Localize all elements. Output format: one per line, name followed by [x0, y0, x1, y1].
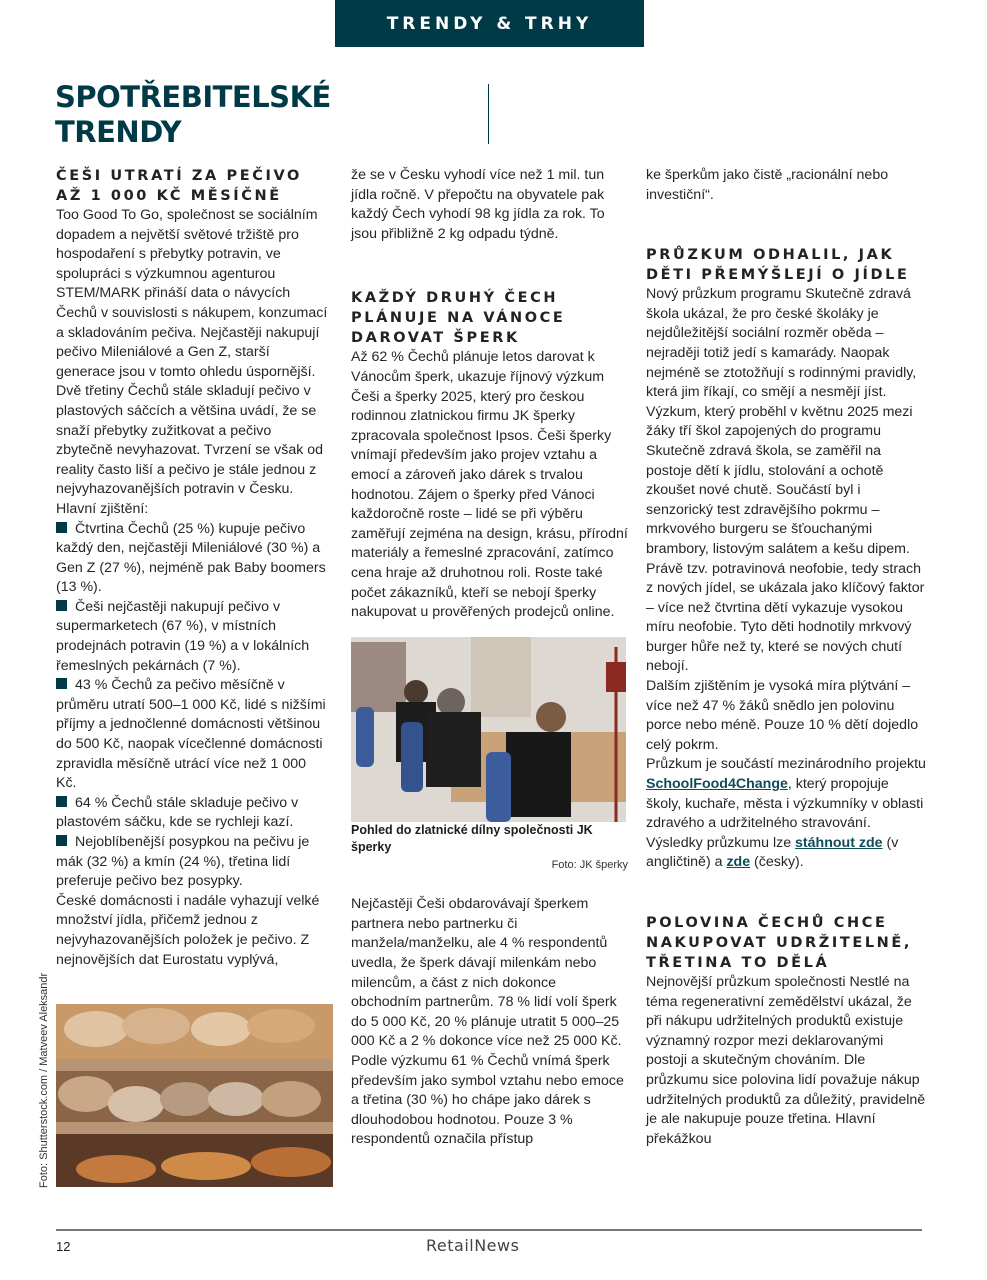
article-1-bullet: 64 % Čechů stále skladuje pečivo v plastovém sáčku, kde se rychleji kazí. — [56, 794, 299, 831]
article-1-continued: že se v Česku vyhodí více než 1 mil. tun jídla ročně. V přepočtu na obyvatele pak každý Čech vyhodí 98 kg jídla za rok. To jsou přibližně 2 kg odpadu týdně. — [351, 167, 605, 242]
download-czech-link[interactable]: zde — [726, 854, 751, 871]
article-1-heading: ČEŠI UTRATÍ ZA PEČIVO AŽ 1 000 KČ MĚSÍČNĚ — [56, 168, 302, 204]
square-bullet-icon — [56, 678, 67, 689]
square-bullet-icon — [56, 796, 67, 807]
download-english-link[interactable]: stáhnout zde — [795, 834, 883, 851]
square-bullet-icon — [56, 522, 67, 533]
article-2-paragraph-1: Až 62 % Čechů plánuje letos darovat k Vánocům šperk, ukazuje říjnový výzkum Češi a šperky 2025, který pro českou rodinnou zlatnickou firmu JK šperky zpracovala společnost Ipsos. Češi šperky vnímají především jako projev vztahu a emocí a zároveň jako dárek s trvalou hodnotou. Zájem o šperky před Vánoci každoročně roste – lidé se při výběru zaměřují zejména na design, krásu, přírodní materiály a řemeslné zpracování, zatímco cena hraje až druhotnou roli. Roste také počet zákazníků, kteří se nebojí šperky nakupovat u prověřených prodejců online. — [351, 349, 628, 621]
article-2-paragraph-3: Podle výzkumu 61 % Čechů vnímá šperk především jako symbol vztahu nebo emoce a třetina (30 %) ho chápe jako dárek s dlouhodobou hodnotou. Pouze 3 % respondentů označila přístup — [351, 1053, 624, 1148]
article-3-paragraph-2: Výzkum, který proběhl v květnu 2025 mezi žáky tří škol zapojených do programu Skutečně zdravá škola, se zaměřil na postoje dětí k jídlu, stolování a ochotě zkoušet nové chutě. Součástí byl i senzorický test zdravějšího pokrmu – mrkvového burgeru se šťouchanými brambory, listovým salátem a kešu dipem. Právě tzv. potravinová neofobie, tedy strach z nových jídel, se ukázala jako klíčový faktor – více než čtvrtina dětí vykazuje vysokou míru neofobie. Tyto děti hodnotily mrkvový burger hůře než ty, které se nových chutí nebojí. — [646, 403, 925, 675]
article-2-continued: ke šperkům jako čistě „racionální nebo investiční“. — [646, 167, 889, 203]
page-title-line-2: TRENDY — [55, 115, 182, 149]
square-bullet-icon — [56, 600, 67, 611]
square-bullet-icon — [56, 835, 67, 846]
article-4-heading: POLOVINA ČECHŮ CHCE NAKUPOVAT UDRŽITELNĚ, TŘETINA TO DĚLÁ — [646, 915, 913, 971]
article-1-bullet: Čtvrtina Čechů (25 %) kupuje pečivo každý den, nejčastěji Mileniálové (30 %) a Gen Z (27 %), nejméně pak Baby boomers (13 %). — [56, 520, 326, 596]
bakery-photo — [56, 1004, 333, 1187]
article-3-paragraph-4: Průzkum je součástí mezinárodního projektu SchoolFood4Change, který propojuje školy, kuchaře, města i výzkumníky v oblasti zdravého a udržitelného stravování. — [646, 756, 926, 832]
section-label: TRENDY & TRHY — [335, 0, 644, 47]
article-1-intro: Too Good To Go, společnost se sociálním dopadem a největší světové tržiště pro hospodaření s přebytky potravin, ve spolupráci s výzkumnou agenturou STEM/MARK přináší data o návycích Čechů v souvislosti s nákupem, konzumací a skladováním pečiva. Nejčastěji nakupují pečivo Mileniálové a Gen Z, starší generace jsou v tomto ohledu úspornější. Dvě třetiny Čechů stále skladují pečivo v plastových sáčcích a většina uvádí, že se snaží přebytky zužitkovat a pečivo zbytečně nevyhazovat. Tvrzení se však od reality často liší a pečivo je stále jednou z nejvyhazovanějších potravin v Česku. — [56, 207, 328, 498]
article-3-paragraph-1: Nový průzkum programu Skutečně zdravá škola ukázal, že pro české školáky je nejdůležitější sociální rozměr oběda – nejraději totiž jedí s kamarády. Naopak nejméně se ztotožňují s rodinnými pravidly, která jim říkají, co smějí a nesmějí jíst. — [646, 286, 917, 401]
page-title-line-1: SPOTŘEBITELSKÉ — [55, 80, 331, 114]
article-2-heading: KAŽDÝ DRUHÝ ČECH PLÁNUJE NA VÁNOCE DAROVAT ŠPERK — [351, 290, 566, 347]
title-divider — [488, 84, 489, 144]
article-3-paragraph-3: Dalším zjištěním je vysoká míra plýtvání – více než 47 % žáků snědlo jen polovinu porce nebo méně. Pouze 10 % dětí dojedlo celý pokrm. — [646, 678, 919, 753]
column-1 — [56, 166, 328, 970]
page-title — [55, 80, 331, 150]
column-3 — [646, 166, 926, 1149]
article-4-paragraph-1: Nejnovější průzkum společnosti Nestlé na téma regenerativní zemědělství ukázal, že při nákupu udržitelných produktů existuje významný rozpor mezi deklarovanými postoji a skutečným chováním. Dle průzkumu sice polovina lidí považuje nákup udržitelných produktů za důležitý, pravidelně je ale nakupuje pouze třetina. Hlavní překážkou — [646, 974, 926, 1147]
jewelry-photo-caption: Pohled do zlatnické dílny společnosti JK šperky — [351, 822, 593, 854]
column-2 — [351, 166, 628, 1150]
article-1-bullet: Nejoblíbenější posypkou na pečivu je mák (32 %) a kmín (24 %), třetina lidí preferuje pečivo bez posypky. — [56, 834, 310, 890]
jewelry-workshop-photo — [351, 637, 626, 822]
schoolfood4change-link[interactable]: SchoolFood4Change — [646, 776, 788, 793]
footer-divider — [56, 1229, 922, 1231]
brand-logo: RetailNews — [426, 1236, 520, 1255]
article-1-findings-label: Hlavní zjištění: — [56, 500, 149, 517]
bakery-photo-credit: Foto: Shutterstock.com / Matveev Aleksandr — [38, 972, 50, 1188]
article-2-paragraph-2: Nejčastěji Češi obdarovávají šperkem partnera nebo partnerku či manžela/manželku, ale 4 % respondentů uvedla, že šperk dávají milenkám nebo milencům, a část z nich dokonce obchodním partnerům. 78 % lidí volí šperk do 5 000 Kč, 20 % plánuje utratit 5 000–25 000 Kč a 2 % dokonce více než 25 000 Kč. — [351, 896, 622, 1050]
page-number: 12 — [56, 1239, 71, 1254]
article-1-bullet: Češi nejčastěji nakupují pečivo v supermarketech (67 %), v místních prodejnách potravin (19 %) a v lokálních řemeslných pekárnách (7 %). — [56, 598, 310, 674]
article-3-paragraph-5: Výsledky průzkumu lze stáhnout zde (v angličtině) a zde (česky). — [646, 834, 899, 871]
article-1-bullet: 43 % Čechů za pečivo měsíčně v průměru utratí 500–1 000 Kč, lidé s nižšími příjmy a jednočlenné domácnosti většinou do 500 Kč, naopak vícečlenné domácnosti zpravidla měsíčně utrácí více než 1 000 Kč. — [56, 677, 326, 792]
jewelry-photo-credit: Foto: JK šperky — [551, 858, 628, 871]
article-1-closing: České domácnosti i nadále vyhazují velké množství jídla, přičemž jednou z nejvyhazovanějších položek je pečivo. Z nejnovějších dat Eurostatu vyplývá, — [56, 892, 320, 968]
article-3-heading: PRŮZKUM ODHALIL, JAK DĚTI PŘEMÝŠLEJÍ O JÍDLE — [646, 247, 910, 284]
jewelry-workshop-image — [351, 637, 626, 822]
bakery-bread-image — [56, 1004, 333, 1187]
